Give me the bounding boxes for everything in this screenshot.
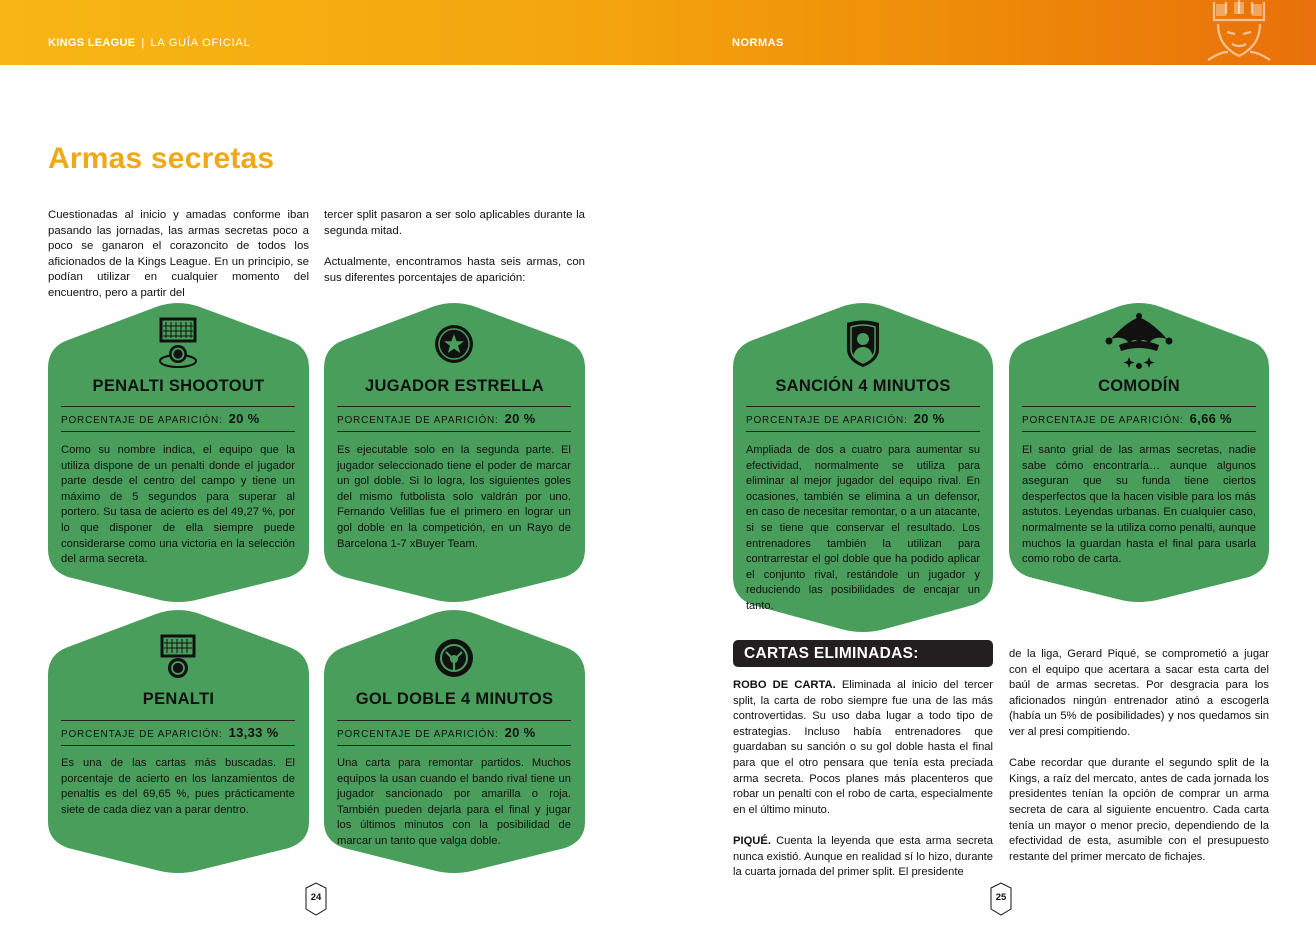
pct-label: PORCENTAJE DE APARICIÓN: xyxy=(1022,415,1184,426)
card-divider xyxy=(61,406,295,407)
card-title: COMODÍN xyxy=(1098,377,1180,395)
card-description: El santo grial de las armas secretas, nadie sabe cómo encontrarla… aunque algunos aseguran que su funda tiene ciertos desperfectos que la hacen visible para los más astutos. Leyendas urbanas. En cualquier caso, normalmente se la utiliza como penalti, aunque muchos la guardan hasta el final para usarla como robo de carta. xyxy=(1022,444,1256,566)
card-penalti xyxy=(48,610,309,874)
card-divider xyxy=(1022,431,1256,432)
page-number-text: 24 xyxy=(310,892,322,903)
star-circle-icon xyxy=(434,324,474,364)
pct-label: PORCENTAJE DE APARICIÓN: xyxy=(61,415,223,426)
pct-label: PORCENTAJE DE APARICIÓN: xyxy=(337,415,499,426)
header-bar xyxy=(0,0,1316,65)
pct-label: PORCENTAJE DE APARICIÓN: xyxy=(746,415,908,426)
header-separator: | xyxy=(141,37,145,49)
card-description: Es una de las cartas más buscadas. El porcentaje de acierto en los lanzamientos de penaltis es del 69,65 %, pues prácticamente siete de cada diez van a parar dentro. xyxy=(61,757,295,816)
pct-value: 6,66 % xyxy=(1189,411,1232,426)
card-divider xyxy=(746,406,980,407)
card-divider xyxy=(337,720,571,721)
pct-value: 20 % xyxy=(228,411,260,426)
card-description: Ampliada de dos a cuatro para aumentar su efectividad, normalmente se utiliza para eliminar al mejor jugador del equipo rival. En ocasiones, también se elimina a un defensor, en caso de necesitar remontar, o a un atacante, si se tiene que conservar el resultado. Los entrenadores también la utilizan para contrarrestar el gol doble que ha podido aplicar el conjunto rival, restándole un jugador y reduciendo las posibilidades de encajar un tanto. xyxy=(746,444,980,612)
jester-hat-icon xyxy=(1105,313,1173,371)
robo-label: ROBO DE CARTA. xyxy=(733,679,836,691)
card-description: Una carta para remontar partidos. Muchos equipos la usan cuando el bando rival tiene un jugador sancionado por amarilla o roja. También pueden dejarla para el final y jugar los últimos minutos con la posibilidad de marcar un tanto que valga doble. xyxy=(337,757,571,847)
card-gol-doble xyxy=(324,610,585,874)
pct-value: 20 % xyxy=(913,411,945,426)
card-divider xyxy=(337,431,571,432)
king-head-logo-icon xyxy=(1200,0,1278,65)
pct-value: 20 % xyxy=(504,725,536,740)
pct-label: PORCENTAJE DE APARICIÓN: xyxy=(337,729,499,740)
card-description: Como su nombre indica, el equipo que la utiliza dispone de un penalti donde el jugador parte desde el centro del campo y tiene un máximo de 5 segundos para superar al portero. Su tasa de acierto es del 49,27 %, por lo que disponer de ella siempre puede considerarse como una victoria en la selección del arma secreta. xyxy=(61,444,295,566)
header-title xyxy=(48,37,251,49)
goal-ball-icon xyxy=(160,634,196,680)
card-sancion xyxy=(733,303,993,633)
eliminated-paragraph-2b: Cabe recordar que durante el segundo split de la Kings, a raíz del mercato, antes de cada jornada los presidentes tenían la opción de comprar un arma secreta de cara al siguiente encuentro. Cada carta tenía un mayor o menor precio, dependiendo de la efectividad de esta, asumible con el presupuesto restante del primer mercato de fichajes. xyxy=(1009,757,1269,863)
brand-name: KINGS LEAGUE xyxy=(48,37,136,49)
card-divider xyxy=(1022,406,1256,407)
card-title: GOL DOBLE 4 MINUTOS xyxy=(355,690,554,708)
card-percentage xyxy=(746,411,944,426)
goal-ball-shootout-icon xyxy=(158,317,198,369)
pique-paragraph xyxy=(733,834,993,881)
eliminated-paragraph-2a: de la liga, Gerard Piqué, se comprometió a jugar con el equipo que acertara a sacar esta carta del baúl de armas secretas. Por desgracia para los aficionados ningún entrenador atinó a escogerla (había un 5% de posibilidades) y nos quedamos sin ver al presi compitiendo. xyxy=(1009,648,1269,738)
page-number-right xyxy=(988,882,1014,916)
section-name: NORMAS xyxy=(732,37,784,49)
card-divider xyxy=(61,720,295,721)
page-number-text: 25 xyxy=(995,892,1007,903)
eliminated-column-1 xyxy=(733,678,993,896)
intro-column-1: Cuestionadas al inicio y amadas conforme iban pasando las jornadas, las armas secretas poco a poco se ganaron el corazoncito de todos los aficionados de la Kings League. En un principio, se podían utilizar en cualquier momento del encuentro, pero a partir del xyxy=(48,209,309,299)
ball-circle-icon xyxy=(434,638,474,678)
card-title: SANCIÓN 4 MINUTOS xyxy=(775,377,951,395)
pct-value: 13,33 % xyxy=(228,725,279,740)
robo-text: Eliminada al inicio del tercer split, la carta de robo siempre fue una de las más controvertidas. Su uso daba lugar a todo tipo de estrategias. Incluso había entrenadores que guardaban su sanción o su gol doble hasta el final para que el otro pensara que tenía esta preciada arma secreta. Pocos planes más placenteros que robar un penalti con el robo de carta, especialmente en el último minuto. xyxy=(733,679,994,816)
page-number-left xyxy=(303,882,329,916)
card-divider xyxy=(337,745,571,746)
card-divider xyxy=(61,431,295,432)
guide-name: LA GUÍA OFICIAL xyxy=(150,37,251,49)
intro-column-2b: Actualmente, encontramos hasta seis armas, con sus diferentes porcentajes de aparición: xyxy=(324,256,585,284)
card-title: JUGADOR ESTRELLA xyxy=(365,377,544,395)
card-divider xyxy=(337,406,571,407)
eliminated-heading: CARTAS ELIMINADAS: xyxy=(733,640,993,667)
card-title: PENALTI SHOOTOUT xyxy=(92,377,265,395)
pct-label: PORCENTAJE DE APARICIÓN: xyxy=(61,729,223,740)
card-percentage xyxy=(337,725,535,740)
card-comodin xyxy=(1009,303,1269,603)
page-title: Armas secretas xyxy=(48,142,275,175)
card-percentage xyxy=(1022,411,1232,426)
card-divider xyxy=(746,431,980,432)
card-title: PENALTI xyxy=(142,690,215,708)
pique-label: PIQUÉ. xyxy=(733,834,771,847)
pct-value: 20 % xyxy=(504,411,536,426)
intro-column-2a: tercer split pasaron a ser solo aplicables durante la segunda mitad. xyxy=(324,209,585,237)
card-percentage xyxy=(337,411,535,426)
player-shield-icon xyxy=(843,319,883,369)
card-percentage xyxy=(61,411,259,426)
pique-text: Cuenta la leyenda que esta arma secreta nunca existió. Aunque en realidad sí lo hizo, durante la cuarta jornada del primer split. El presidente xyxy=(733,834,994,879)
card-penalti-shootout xyxy=(48,303,309,603)
eliminated-column-2 xyxy=(1009,647,1269,881)
card-divider xyxy=(61,745,295,746)
robo-paragraph xyxy=(733,678,993,818)
card-percentage xyxy=(61,725,278,740)
card-description: Es ejecutable solo en la segunda parte. El jugador seleccionado tiene el poder de marcar un gol doble. Si lo logra, los siguientes goles del mismo futbolista solo valdrán por uno. Fernando Velillas fue el primero en lograr un gol doble en la competición, en un Rayo de Barcelona 1-7 xBuyer Team. xyxy=(337,444,571,550)
card-jugador-estrella xyxy=(324,303,585,603)
